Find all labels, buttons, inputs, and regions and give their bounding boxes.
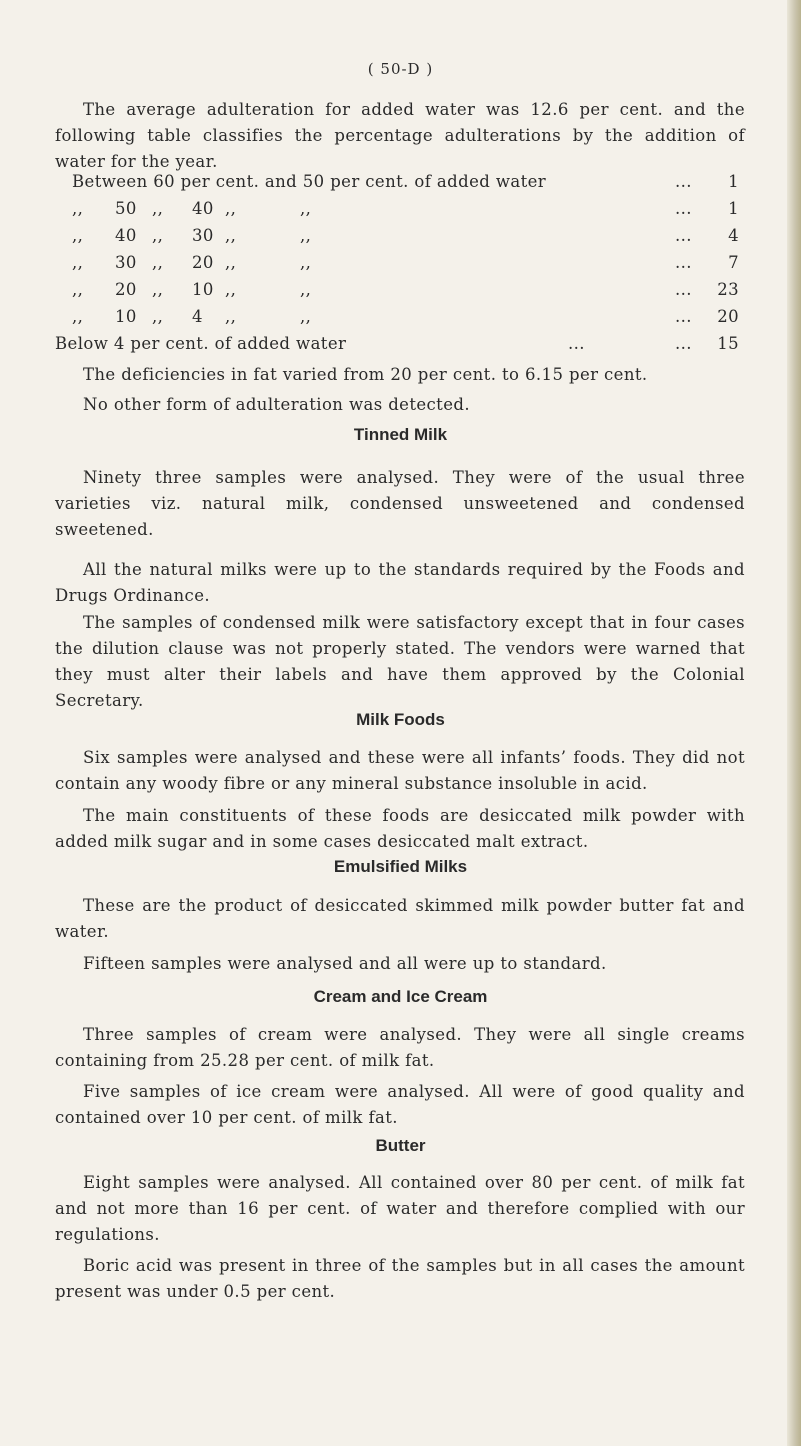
leader-dots: ... [675,307,692,326]
row-count: 15 [717,334,739,353]
leader-dots: ... [675,226,692,245]
section-heading-butter: Butter [375,1136,426,1155]
table-row [0,253,801,279]
lower-bound: 40 [192,199,214,218]
paragraph: Three samples of cream were analysed. They were all single creams containing from 25.28 per cent. of milk fat. [55,1025,745,1070]
table-row [0,199,801,225]
upper-bound: 10 [115,307,137,326]
upper-bound: 30 [115,253,137,272]
table-row [0,280,801,306]
section-heading-milk-foods: Milk Foods [356,710,445,729]
leader-dots: ... [675,280,692,299]
ditto-mark: ,, [225,226,237,245]
leader-dots: ... [675,334,692,353]
section-heading-tinned-milk: Tinned Milk [353,425,448,444]
leader-dots: ... [568,334,585,353]
ditto-mark: ,, [72,253,84,272]
ditto-mark: ,, [152,199,164,218]
paragraph: All the natural milks were up to the standards required by the Foods and Drugs Ordinance. [55,560,745,605]
ditto-mark: ,, [300,280,312,299]
table-row [0,334,801,360]
upper-bound: 50 [115,199,137,218]
leader-dots: ... [675,172,692,191]
paragraph: Six samples were analysed and these were all infants’ foods. They did not contain any woody fibre or any mineral substance insoluble in acid. [55,748,745,793]
lower-bound: 30 [192,226,214,245]
row-count: 1 [728,199,739,218]
paragraph: These are the product of desiccated skimmed milk powder butter fat and water. [55,896,745,941]
table-row [0,307,801,333]
paragraph: Five samples of ice cream were analysed. All were of good quality and contained over 10 per cent. of milk fat. [55,1082,745,1127]
paragraph: Fifteen samples were analysed and all were up to standard. [83,954,607,973]
paragraph: Boric acid was present in three of the samples but in all cases the amount present was under 0.5 per cent. [55,1256,745,1301]
ditto-mark: ,, [225,199,237,218]
page-number: ( 50-D ) [367,60,434,78]
lower-bound: 10 [192,280,214,299]
row-label: Between 60 per cent. and 50 per cent. of added water [72,172,547,191]
section-heading-cream-ice-cream: Cream and Ice Cream [313,987,488,1006]
paragraph: Eight samples were analysed. All contained over 80 per cent. of milk fat and not more than 16 per cent. of water and therefore complied with our regulations. [55,1173,745,1244]
upper-bound: 40 [115,226,137,245]
row-label: Below 4 per cent. of added water [55,334,347,353]
row-count: 7 [728,253,739,272]
section-heading-emulsified-milks: Emulsified Milks [333,857,468,876]
paragraph: Ninety three samples were analysed. They were of the usual three varieties viz. natural milk, condensed unsweetened and condensed sweetened. [55,468,745,539]
ditto-mark: ,, [225,280,237,299]
ditto-mark: ,, [152,226,164,245]
ditto-mark: ,, [300,307,312,326]
table-row [0,226,801,252]
leader-dots: ... [675,199,692,218]
ditto-mark: ,, [72,280,84,299]
ditto-mark: ,, [72,226,84,245]
upper-bound: 20 [115,280,137,299]
lower-bound: 20 [192,253,214,272]
paragraph: The main constituents of these foods are desiccated milk powder with added milk sugar and in some cases desiccated malt extract. [55,806,745,851]
ditto-mark: ,, [72,307,84,326]
leader-dots: ... [675,253,692,272]
ditto-mark: ,, [225,253,237,272]
intro-paragraph: The average adulteration for added water was 12.6 per cent. and the following table classifies the percentage adulterations by the addition of water for the year. [55,100,745,171]
ditto-mark: ,, [300,226,312,245]
row-count: 1 [728,172,739,191]
ditto-mark: ,, [152,307,164,326]
row-count: 20 [717,307,739,326]
ditto-mark: ,, [72,199,84,218]
deficiencies-text: The deficiencies in fat varied from 20 per cent. to 6.15 per cent. [83,365,648,384]
row-count: 4 [728,226,739,245]
lower-bound: 4 [192,307,203,326]
ditto-mark: ,, [152,280,164,299]
no-other-text: No other form of adulteration was detected. [83,395,470,414]
paragraph: The samples of condensed milk were satisfactory except that in four cases the dilution clause was not properly stated. The vendors were warned that they must alter their labels and have them approved by the Colonial Secretary. [55,613,745,710]
row-count: 23 [717,280,739,299]
ditto-mark: ,, [300,199,312,218]
ditto-mark: ,, [225,307,237,326]
table-row [0,172,801,198]
ditto-mark: ,, [152,253,164,272]
ditto-mark: ,, [300,253,312,272]
